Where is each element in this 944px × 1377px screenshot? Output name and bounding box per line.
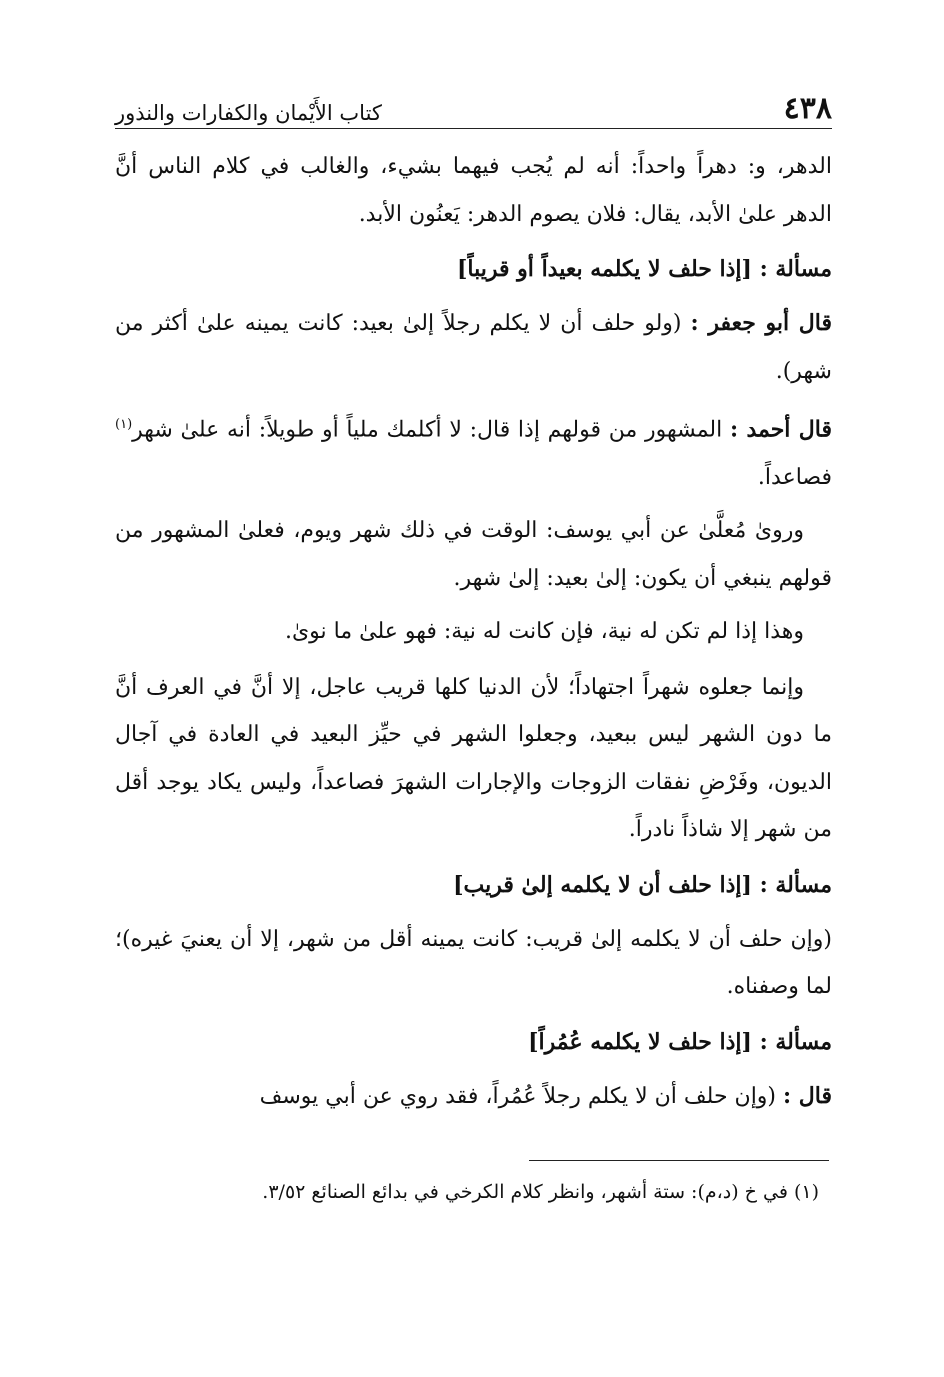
speaker-label: قال :	[783, 1082, 832, 1109]
body-text	[115, 143, 832, 1120]
paragraph: قال أبو جعفر : (ولو حلف أن لا يكلم رجلاً إلىٰ بعيد: كانت يمينه علىٰ أكثر من شهر).	[115, 310, 832, 384]
speaker-label: قال أحمد :	[729, 416, 832, 443]
footnote-divider	[529, 1160, 829, 1161]
running-title: كتاب الأَيْمان والكفارات والنذور	[115, 101, 382, 125]
page-number: ٤٣٨	[783, 91, 832, 126]
paragraph: وإنما جعلوه شهراً اجتهاداً؛ لأن الدنيا كلها قريب عاجل، إلا أنَّ في العرف أنَّ ما دون الشهر ليس ببعيد، وجعلوا الشهر في حيِّز البعيد في العادة في آجال الديون، وفَرْضِ نفقات الزوجات والإجارات الشهرَ فصاعداً، وليس يكاد يوجد أقل من شهر إلا شاذاً نادراً.	[115, 674, 832, 843]
paragraph: الدهر، و: دهراً واحداً: أنه لم يُجب فيهما بشيء، والغالب في كلام الناس أنَّ الدهر علىٰ الأبد، يقال: فلان يصوم الدهر: يَعنُون الأبد.	[115, 154, 832, 227]
paragraph: وهذا إذا لم تكن له نية، فإن كانت له نية: فهو علىٰ ما نوىٰ.	[284, 619, 804, 645]
paragraph: وروىٰ مُعلَّىٰ عن أبي يوسف: الوقت في ذلك شهر ويوم، فعلىٰ المشهور من قولهم ينبغي أن يكون: إلىٰ بعيد: إلىٰ شهر.	[115, 518, 832, 591]
speaker-label: قال أبو جعفر :	[690, 310, 832, 336]
paragraph: (وإن حلف أن لا يكلمه إلىٰ قريب: كانت يمينه أقل من شهر، إلا أن يعنيَ غيره)؛ لما وصفناه.	[115, 926, 832, 1000]
section-heading: مسألة : [إذا حلف أن لا يكلمه إلىٰ قريب]	[453, 871, 832, 898]
section-heading: مسألة : [إذا حلف لا يكلمه عُمُراً]	[528, 1028, 832, 1055]
section-heading: مسألة : [إذا حلف لا يكلمه بعيداً أو قريباً]	[456, 256, 832, 282]
page	[115, 82, 832, 1126]
paragraph: قال أحمد : المشهور من قولهم إذا قال: لا أكلمك ملياً أو طويلاً: أنه علىٰ شهر$^{(١)}$ فصاعداً.	[115, 416, 832, 490]
footnote: (١) في خ (د،م): ستة أشهر، وانظر كلام الكرخي في بدائع الصنائع ٣/٥٢.	[262, 1181, 819, 1203]
footnote-marker: (١)	[115, 417, 133, 432]
paragraph: قال : (وإن حلف أن لا يكلم رجلاً عُمُراً، فقد روي عن أبي يوسف	[259, 1082, 832, 1109]
page-header	[115, 82, 832, 129]
